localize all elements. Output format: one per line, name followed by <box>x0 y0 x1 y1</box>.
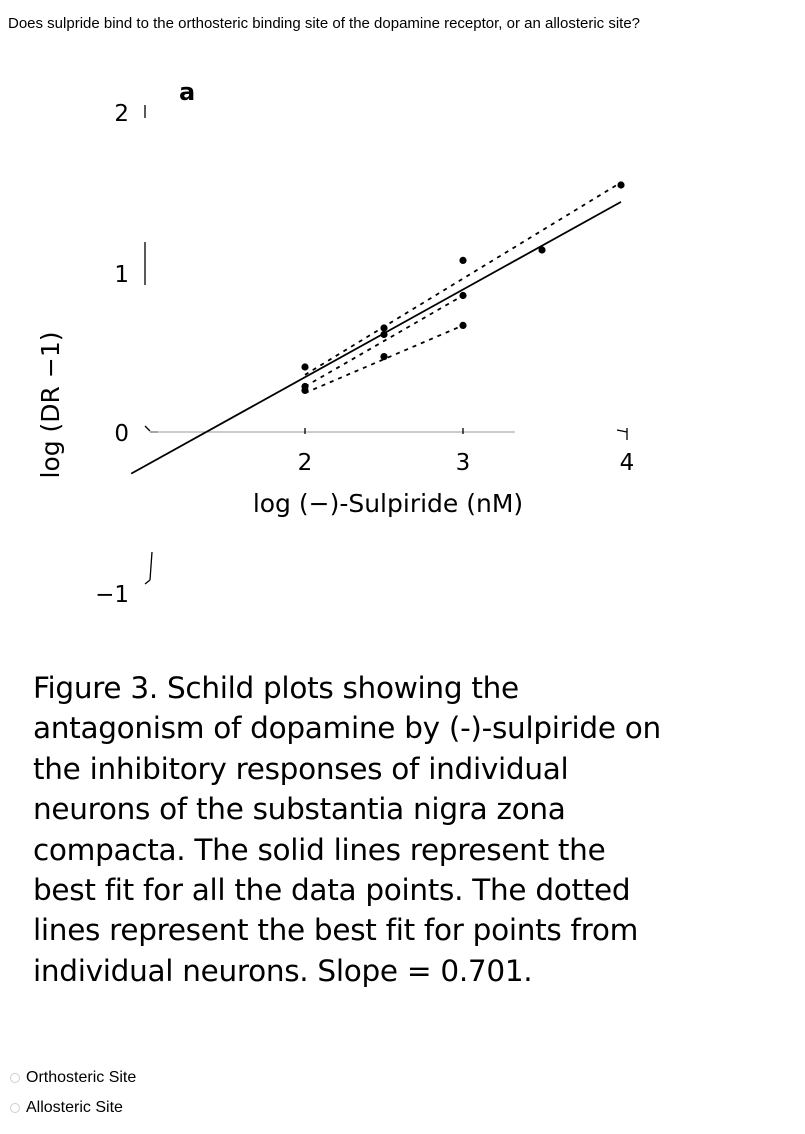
option-label: Allosteric Site <box>26 1099 123 1116</box>
option-orthosteric[interactable] <box>10 1063 136 1093</box>
answer-options <box>10 1063 136 1123</box>
y-axis <box>145 105 158 584</box>
data-point <box>380 331 387 338</box>
x-axis <box>150 428 627 440</box>
data-point <box>301 387 308 394</box>
question-text: Does sulpride bind to the orthosteric binding site of the dopamine receptor, or an allosteric site? <box>8 15 641 32</box>
neuron-fit-line <box>305 296 463 387</box>
data-point <box>301 363 308 370</box>
y-axis-label: log (DR −1) <box>36 331 65 479</box>
figure-caption: Figure 3. Schild plots showing the antagonism of dopamine by (-)-sulpiride on the inhibitory responses of individual neurons of the substantia nigra zona compacta. The solid lines represent the best fit for all the data points. The dotted lines represent the best fit for points from individual neurons. Slope = 0.701. <box>33 671 661 988</box>
x-axis-label: log (−)-Sulpiride (nМ) <box>252 489 524 518</box>
x-tick-label: 3 <box>455 450 471 476</box>
data-point <box>617 181 624 188</box>
data-point <box>380 324 387 331</box>
data-point <box>459 257 466 264</box>
option-label: Orthosteric Site <box>26 1069 137 1086</box>
panel-label: a <box>179 78 196 106</box>
y-tick-label: 2 <box>114 101 129 127</box>
option-allosteric[interactable] <box>10 1093 136 1123</box>
data-point <box>459 322 466 329</box>
schild-plot <box>0 60 700 610</box>
x-tick-label: 4 <box>619 450 635 476</box>
data-point <box>538 246 545 253</box>
x-tick-label: 2 <box>297 450 313 476</box>
orthosteric-radio[interactable] <box>10 1073 20 1083</box>
data-point <box>459 292 466 299</box>
y-tick-label: 1 <box>114 262 129 288</box>
best-fit-line <box>131 202 621 474</box>
allosteric-radio[interactable] <box>10 1103 20 1113</box>
y-tick-label: 0 <box>114 421 129 447</box>
neuron-fit-line <box>305 182 621 374</box>
data-point <box>380 353 387 360</box>
y-tick-label: −1 <box>95 582 129 608</box>
